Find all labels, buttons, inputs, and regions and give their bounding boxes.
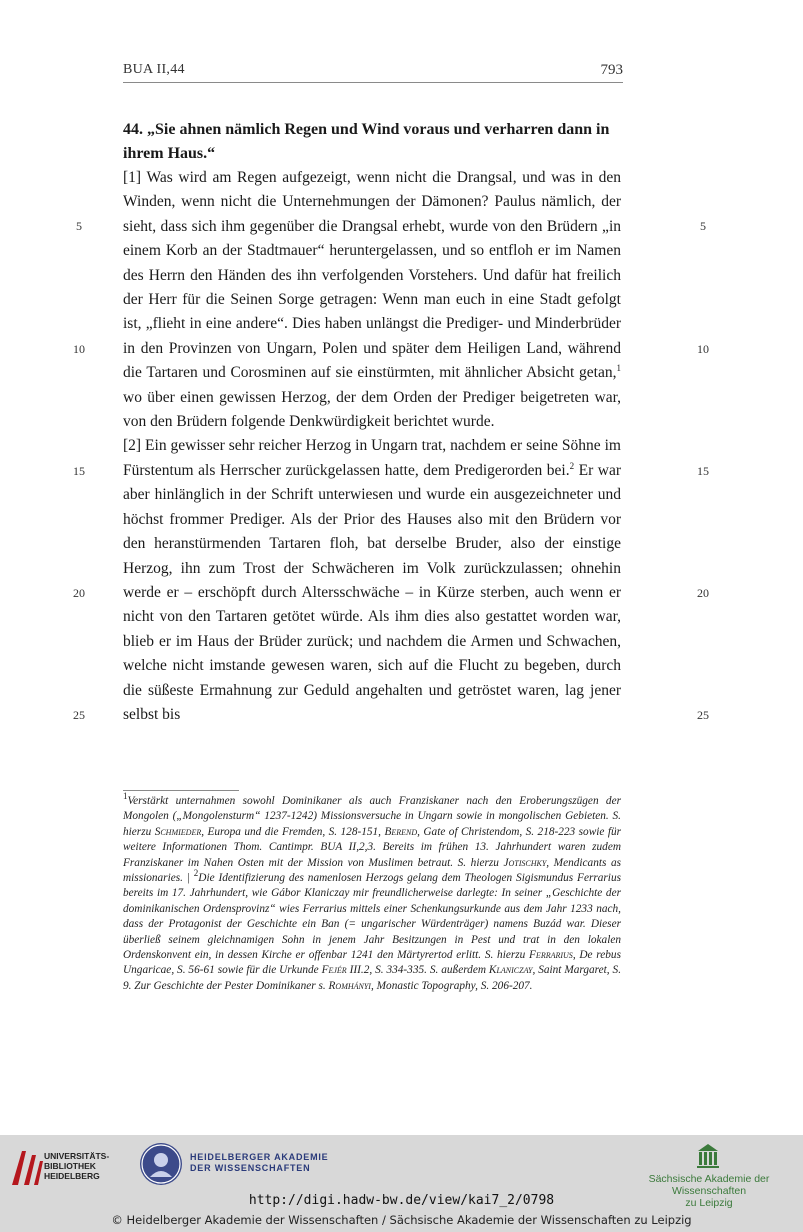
paragraph-2 xyxy=(123,434,621,727)
footnotes xyxy=(123,791,622,994)
footnote-marker-2: 2 xyxy=(193,868,199,879)
footnote-text: , Gate of Christendom, S. 218-223 sowie für weitere Informationen Thom. Cantimpr. BUA II,2,3. Bereits im frühen 13. Jahrhundert waren zudem Franziskaner im Nahen Osten mit der Mission von Muslimen betraut. S. hierzu xyxy=(123,825,621,869)
running-head xyxy=(123,62,623,83)
footnote-text: , Europa und die Fremden, S. 128-151, xyxy=(201,825,385,838)
ub-line-1: UNIVERSITÄTS- xyxy=(44,1151,110,1161)
line-number-right: 20 xyxy=(697,586,709,600)
footnote-ref-2[interactable]: 2 xyxy=(569,460,575,471)
footnote-author: Schmieder xyxy=(154,825,202,838)
heidelberg-academy-name xyxy=(190,1152,328,1174)
paragraph-1 xyxy=(123,166,621,434)
seal-portrait-icon xyxy=(140,1143,182,1185)
paragraph-2-lead: [2] Ein gewisser sehr reicher Herzog in Ungarn trat, nachdem er seine Söhne im Fürstentum als Herrscher zurückgelassen hatte, dem Predigerorden bei. xyxy=(123,437,621,479)
footnote-marker-1: 1 xyxy=(123,791,128,802)
footnote-ref-1[interactable]: 1 xyxy=(616,363,621,374)
body-text xyxy=(123,166,621,727)
academy-seal-icon[interactable] xyxy=(140,1143,182,1185)
line-number-right: 10 xyxy=(697,342,709,356)
saw-line-1: Sächsische Akademie der Wissenschaften xyxy=(648,1173,770,1197)
line-number-right: 5 xyxy=(700,219,706,233)
footnote-author: Berend xyxy=(384,825,418,838)
had-line-2: DER WISSENSCHAFTEN xyxy=(190,1163,311,1173)
running-head-siglum: BUA II,44 xyxy=(123,62,185,77)
copyright-notice: © Heidelberger Akademie der Wissenschaften / Sächsische Akademie der Wissenschaften zu Leipzig xyxy=(111,1213,692,1227)
line-number-left: 10 xyxy=(73,342,85,356)
ub-line-2: BIBLIOTHEK xyxy=(44,1161,96,1171)
footnote-author: Fejér xyxy=(321,964,347,977)
paragraph-1-tail: wo über einen gewissen Herzog, der dem Orden der Prediger beigetreten war, von den Brüdern folgende Denkwürdigkeit berichtet wurde. xyxy=(123,388,621,431)
line-number-right: 25 xyxy=(697,708,709,722)
footnote-author: Jotischky xyxy=(503,856,547,869)
footnote-text: , Saint Margaret, S. 9. Zur Geschichte der Pester Dominikaner s. xyxy=(123,964,622,992)
paragraph-1-lead: [1] Was wird am Regen aufgezeigt, wenn nicht die Drangsal, und was in den Winden, wenn nicht die Unternehmungen der Dämonen? Paulus nämlich, der sieht, dass sich ihm gegenüber die Drangsal erhebt, wurde von den Brüdern „in einem Korb an der Stadtmauer“ heruntergelassen, und so entfloh er im Namen des Herrn den Händen des ihn verfolgenden Vorstehers. Und dafür hat freilich der Herr für die Seinen Sorge getragen: Wenn man euch in eine Stadt gefolgt ist, „flieht in eine andere“. Dies haben unlängst die Prediger- und Minderbrüder in den Provinzen von Ungarn, Polen und später dem Heiligen Land, während die Tartaren und Corosminen auf sie einstürmten, mit ähnlicher Absicht getan, xyxy=(123,169,621,382)
line-number-left: 15 xyxy=(73,464,85,478)
line-number-left: 5 xyxy=(76,219,82,233)
footnote-separator xyxy=(123,790,239,791)
footnote-text: , Mendicants as missionaries. | xyxy=(123,856,622,885)
saxon-academy-building-icon[interactable] xyxy=(696,1143,720,1169)
paragraph-2-tail: Er war aber hinlänglich in der Schrift unterwiesen und wurde ein ausgezeichneter und höchst frommer Prediger. Als der Prior des Hauses also mit den Brüdern vor den heranstürmenden Tartaren floh, bat derselbe Bruder, also der einstige Herzog, ihn zum Trost der Schwächeren im Volk zurückzulassen; ohnehin werde er – erschöpft durch Altersschwäche – in Kürze sterben, auch wenn er nicht von den Tartaren getötet würde. Als ihm dies also gestattet worden war, blieb er im Haus der Brüder zurück; und nachdem die Armen und Schwachen, welche nicht imstande gewesen waren, sich auf die Flucht zu begeben, durch die süßeste Ermahnung zur Geduld angehalten und getröstet waren, lag jener selbst bis xyxy=(123,461,621,723)
ub-line-3: HEIDELBERG xyxy=(44,1171,100,1181)
footnote-text: Die Identifizierung des namenlosen Herzogs gelang dem Theologen Sigismundus Ferrarius bereits im 17. Jahrhundert, wie Gábor Klaniczay mir freundlicherweise darlegte: In seiner „Geschichte der dominikanischen Ordensprovinz“ wies Ferrarius mittels einer Schenkungsurkunde aus dem Jahr 1233 nach, dass der Protagonist der Geschichte ein Ban (= ungarischer Würdenträger) namens Buzád war. Dieser überließ seinem gleichnamigen Sohn in jenem Jahr Besitzungen in Pest und trat in den lokalen Ordenskonvent ein, in dessen Kirche er offenbar 1241 den Märtyrertod erlitt. S. hierzu xyxy=(123,872,621,962)
footnote-author: Ferrarius xyxy=(529,949,573,962)
line-number-left: 20 xyxy=(73,586,85,600)
line-number-left: 25 xyxy=(73,708,85,722)
university-library-name xyxy=(44,1151,109,1181)
footnote-author: Romhányi xyxy=(328,979,371,992)
footnote-text: Verstärkt unternahmen sowohl Dominikaner als auch Franziskaner nach den Eroberungszügen der Mongolen („Mongolensturm“ 1237-1242) Missionsversuche in Ungarn sowie in mongolischen Gebieten. S. hierzu xyxy=(123,795,621,838)
chapter-title: 44. „Sie ahnen nämlich Regen und Wind voraus und verharren dann in ihrem Haus.“ xyxy=(123,121,610,162)
page-number: 793 xyxy=(600,62,623,78)
had-line-1: HEIDELBERGER AKADEMIE xyxy=(190,1152,329,1162)
building-icon xyxy=(696,1143,720,1169)
footnote-text: , De rebus Ungaricae, S. 56-61 sowie für die Urkunde xyxy=(123,949,621,977)
saw-line-2: zu Leipzig xyxy=(685,1197,733,1209)
permalink-url[interactable]: http://digi.hadw-bw.de/view/kai7_2/0798 xyxy=(248,1193,555,1208)
footnote-author: Klaniczay xyxy=(488,964,533,977)
footnote-text: III.2, S. 334-335. S. außerdem xyxy=(346,964,489,977)
university-library-icon xyxy=(10,1145,44,1189)
line-number-right: 15 xyxy=(697,464,709,478)
footnote-text: , Monastic Topography, S. 206-207. xyxy=(370,979,533,992)
